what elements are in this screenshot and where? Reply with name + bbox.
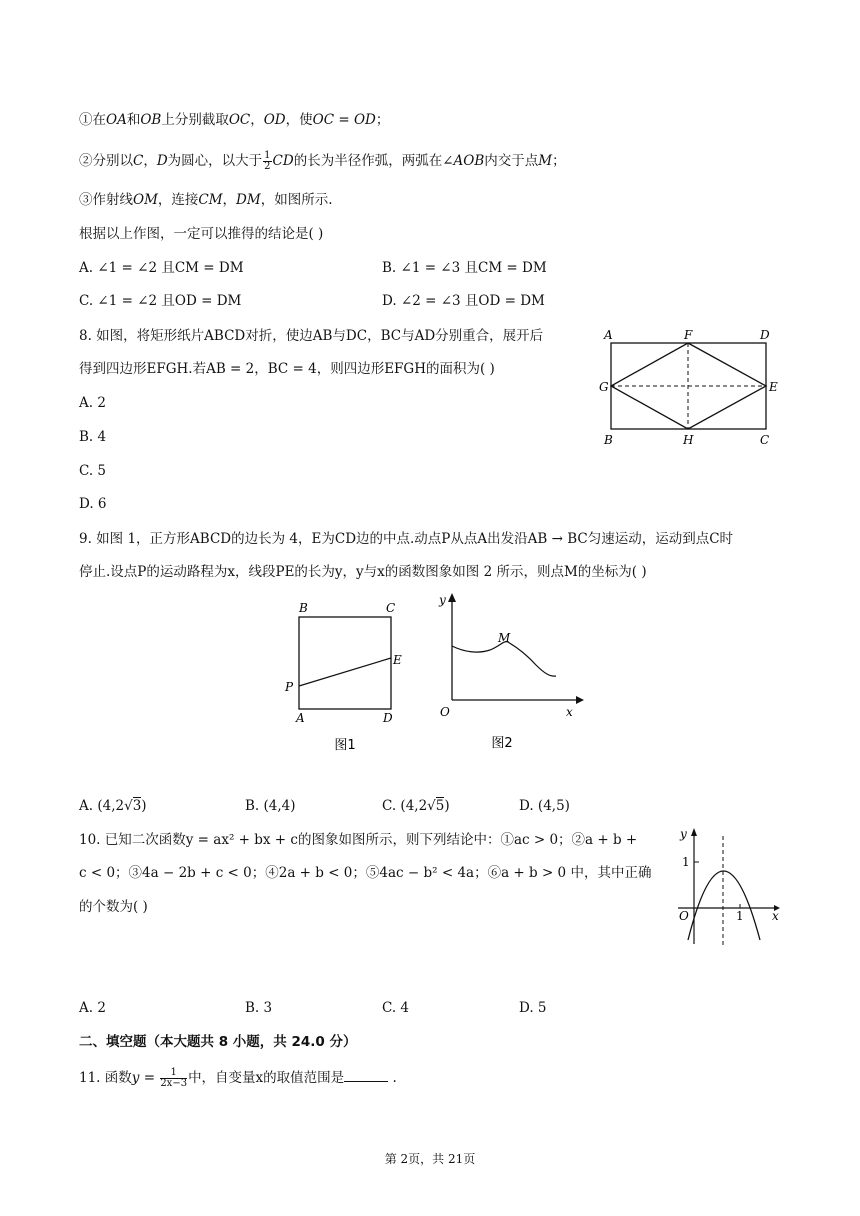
q10-label-x: x — [772, 909, 779, 923]
fig1-label-b: B — [299, 601, 308, 615]
fig2-label-o: O — [440, 705, 450, 719]
q10-option-c: C. 4 — [382, 1000, 410, 1016]
page-footer: 第 2页，共 21页 — [384, 1152, 476, 1166]
fig1-label-e: E — [393, 653, 402, 667]
q7-stem: 根据以上作图，一定可以推得的结论是( ) — [79, 226, 324, 242]
q10-option-a: A. 2 — [79, 1000, 106, 1016]
q8-option-d: D. 6 — [79, 496, 107, 512]
fig1-label-d: D — [383, 711, 393, 725]
fig2-label-m: M — [498, 631, 511, 645]
step-2: ②分别以C，D为圆心，以大于 $\frac{1}{2}$ CD的长为半径作弧，两弧在∠AOB内交于点M； — [79, 150, 566, 172]
fig1-label-c: C — [386, 601, 396, 615]
q10-label-one-y: 1 — [682, 855, 690, 869]
fig1-label-p: P — [285, 680, 294, 694]
q9-figure-1 — [282, 596, 412, 756]
q8-rectangle-figure — [594, 326, 784, 450]
q10-option-b: B. 3 — [245, 1000, 273, 1016]
label-d: D — [760, 328, 770, 342]
label-h: H — [683, 433, 694, 447]
q8-line-2: 得到四边形EFGH.若AB = 2，BC = 4，则四边形EFGH的面积为( ) — [79, 361, 495, 377]
fraction-half: $\frac{1}{2}$ — [264, 150, 271, 172]
q10-line-1: 10. 已知二次函数y = ax² + bx + c的图象如图所示，则下列结论中：①ac > 0；②a + b + — [79, 832, 638, 848]
q9-option-b: B. (4,4) — [245, 798, 296, 814]
label-c: C — [760, 433, 770, 447]
step-3: ③作射线OM，连接CM，DM，如图所示. — [79, 192, 333, 208]
q9-option-a: A. (4,2√3) — [79, 798, 147, 814]
section-heading: 二、填空题（本大题共 8 小题，共 24.0 分） — [79, 1034, 357, 1050]
q10-parabola-figure — [670, 822, 785, 952]
q10-label-one-x: 1 — [736, 909, 744, 923]
q7-option-c: C. ∠1 = ∠2 且OD = DM — [79, 293, 242, 309]
sqrt-icon: √ — [124, 798, 133, 814]
q8-option-a: A. 2 — [79, 395, 106, 411]
q9-figure-2 — [430, 590, 590, 752]
q10-line-3: 的个数为( ) — [79, 899, 148, 915]
q9-line-2: 停止.设点P的运动路程为x，线段PE的长为y，y与x的函数图象如图 2 所示，则点M的坐标为( ) — [79, 564, 647, 580]
q10-option-d: D. 5 — [519, 1000, 547, 1016]
step-1: ①在OA和OB上分别截取OC，OD，使OC = OD； — [79, 112, 390, 128]
q7-option-d: D. ∠2 = ∠3 且OD = DM — [382, 293, 545, 309]
q10-label-y: y — [680, 827, 687, 841]
sqrt-icon: √ — [427, 798, 436, 814]
q11-fraction: $\frac{1}{2x-3}$ — [160, 1067, 188, 1089]
label-e: E — [769, 380, 778, 394]
q10-label-o: O — [679, 909, 689, 923]
fig1-label-a: A — [296, 711, 305, 725]
label-a: A — [604, 328, 613, 342]
fig2-label-y: y — [439, 593, 446, 607]
q7-option-a: A. ∠1 = ∠2 且CM = DM — [79, 260, 244, 276]
label-g: G — [599, 380, 609, 394]
label-b: B — [604, 433, 613, 447]
q9-option-d: D. (4,5) — [519, 798, 570, 814]
fig1-caption: 图1 — [334, 738, 356, 753]
label-f: F — [684, 328, 693, 342]
q10-line-2: c < 0；③4a − 2b + c < 0；④2a + b < 0；⑤4ac − b² < 4a；⑥a + b > 0 中，其中正确 — [79, 865, 652, 881]
q8-option-b: B. 4 — [79, 429, 107, 445]
q7-option-b: B. ∠1 = ∠3 且CM = DM — [382, 260, 547, 276]
fig2-label-x: x — [566, 705, 573, 719]
fig2-caption: 图2 — [491, 736, 513, 751]
q9-line-1: 9. 如图 1，正方形ABCD的边长为 4，E为CD边的中点.动点P从点A出发沿AB → BC匀速运动，运动到点C时 — [79, 531, 734, 547]
q8-line-1: 8. 如图，将矩形纸片ABCD对折，使边AB与DC，BC与AD分别重合，展开后 — [79, 328, 544, 344]
q9-option-c: C. (4,2√5) — [382, 798, 450, 814]
answer-blank[interactable] — [344, 1069, 388, 1082]
q8-option-c: C. 5 — [79, 463, 107, 479]
q11: 11. 函数y = $\frac{1}{2x-3}$ 中，自变量x的取值范围是 . — [79, 1067, 397, 1089]
